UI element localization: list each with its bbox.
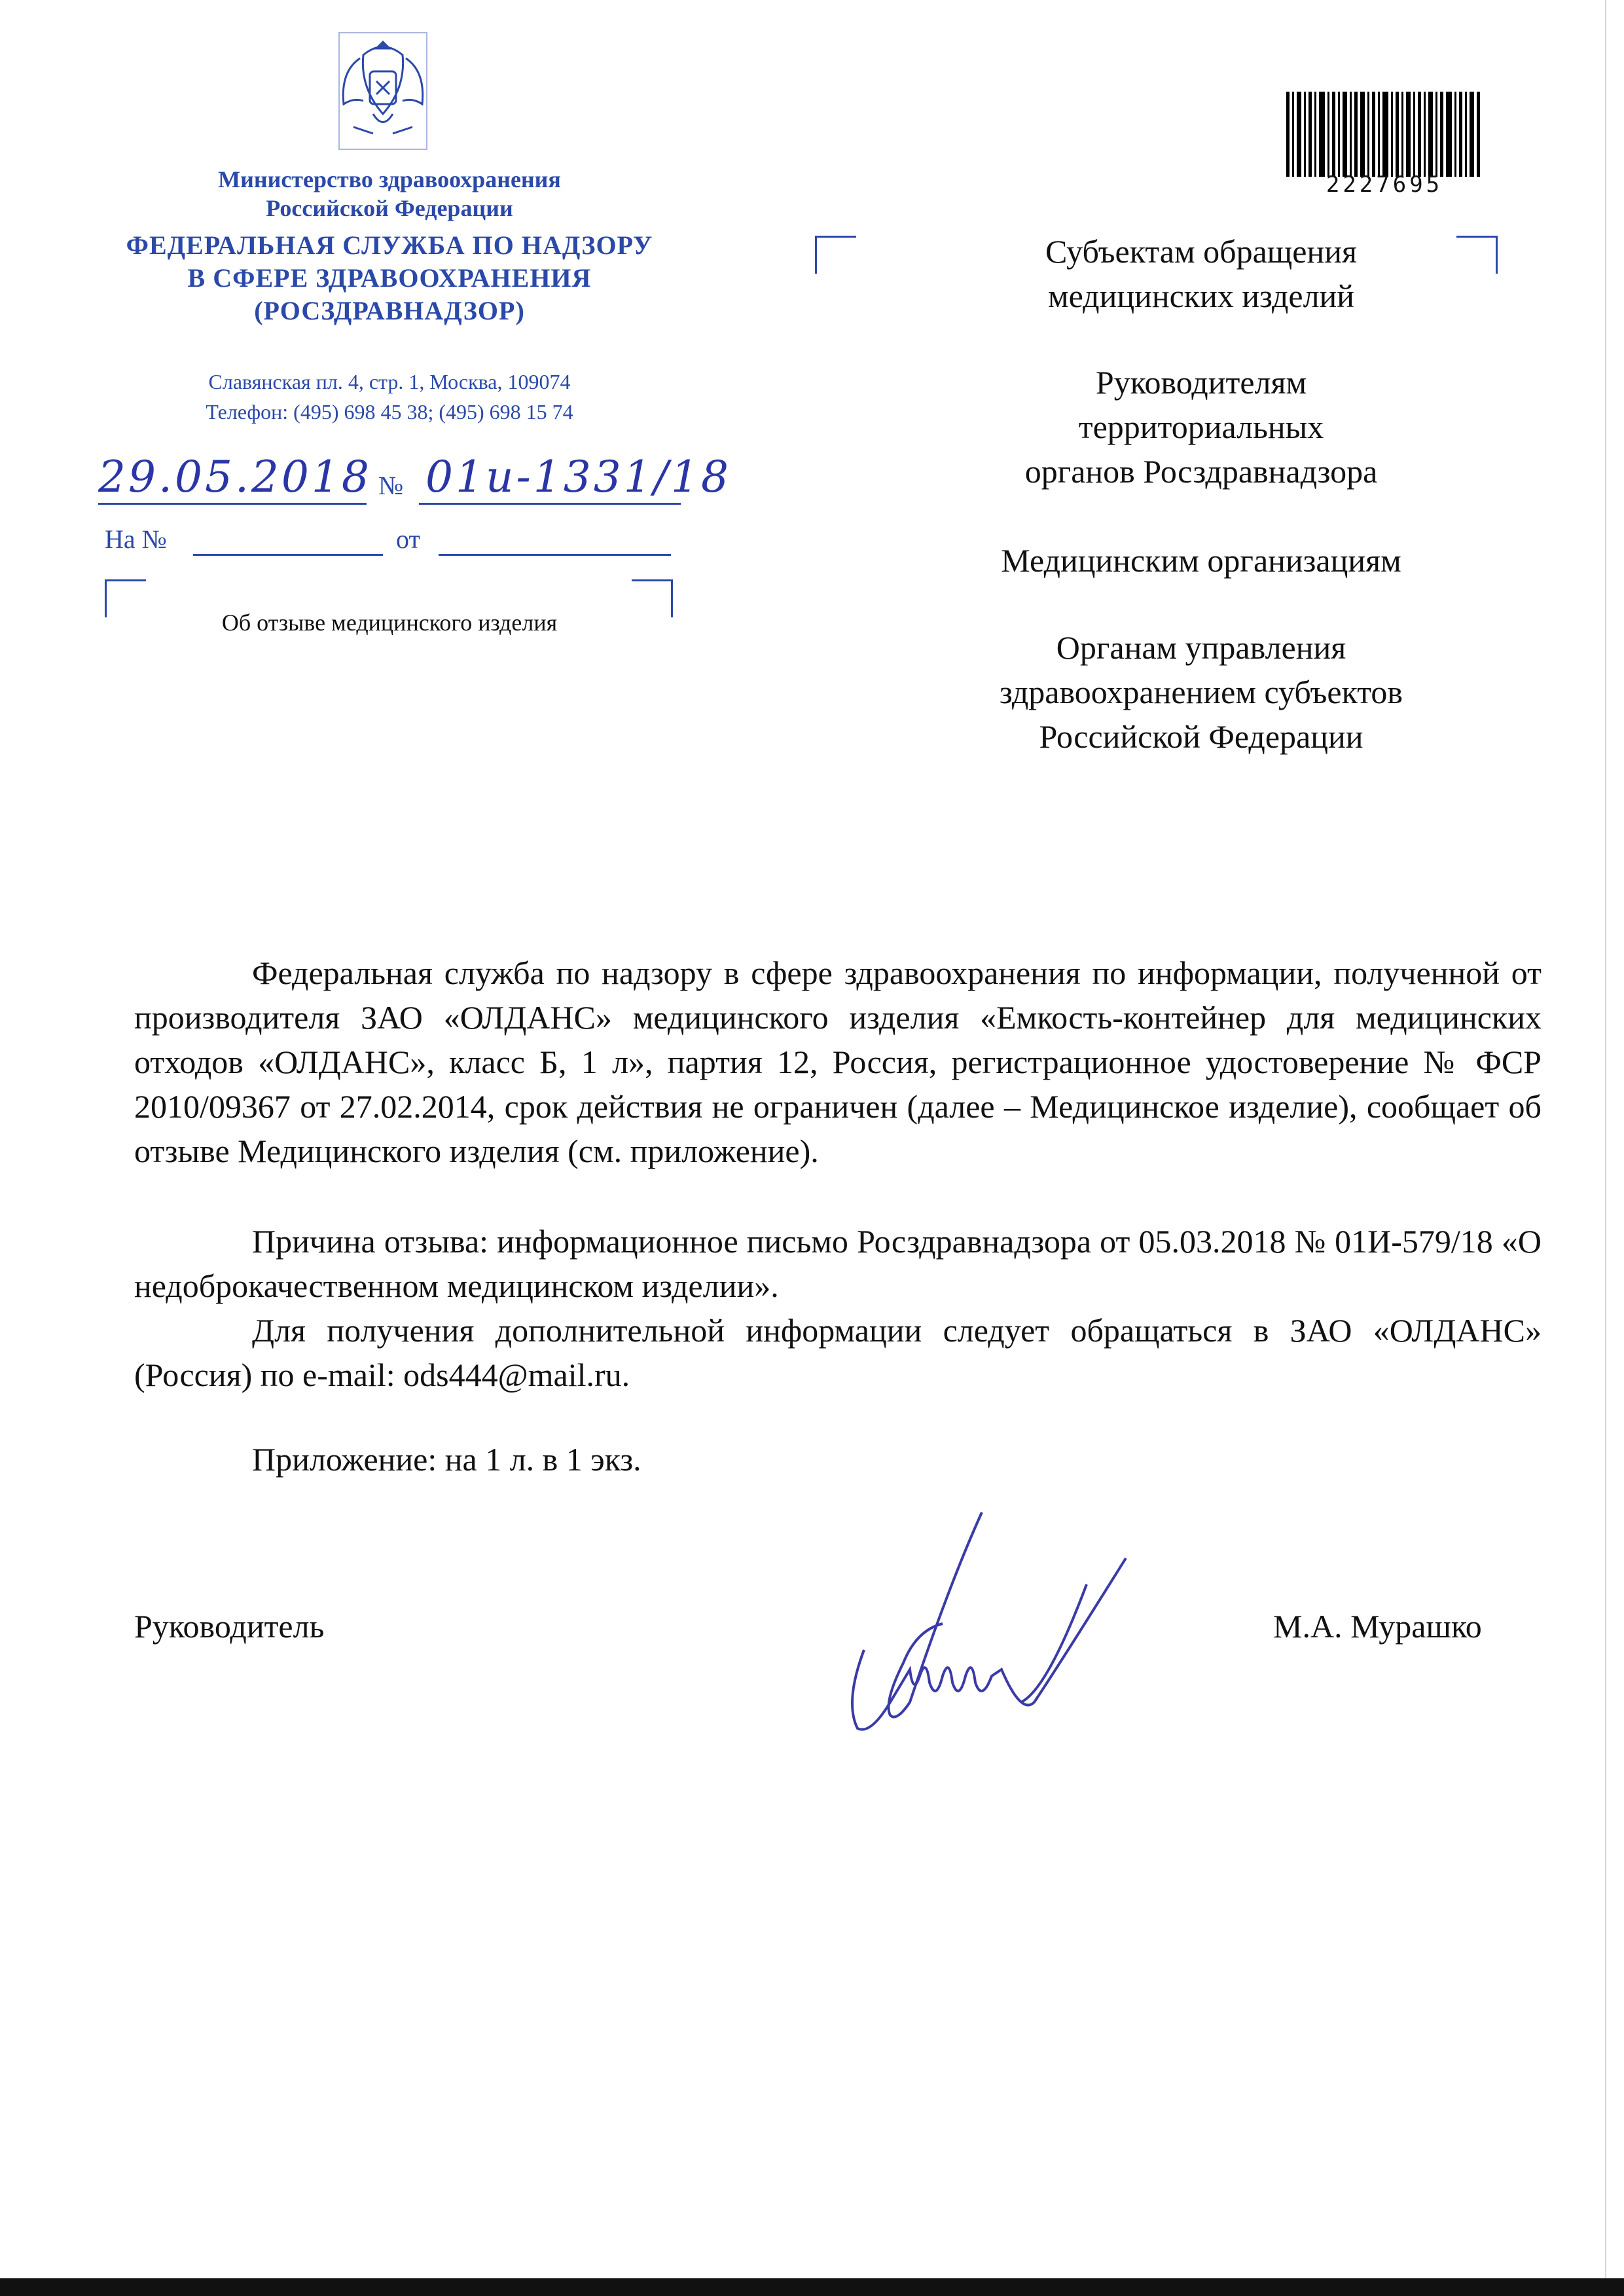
ministry-line: Министерство здравоохранения	[218, 166, 561, 192]
addressee-line: территориальных	[1078, 409, 1324, 445]
reference-number-label: На №	[105, 524, 167, 554]
letter-subject: Об отзыве медицинского изделия	[221, 610, 558, 636]
reference-number-line	[193, 554, 383, 556]
scan-border	[0, 2278, 1624, 2296]
service-name	[79, 229, 700, 327]
ministry-line: Российской Федерации	[266, 195, 513, 221]
addressee-block	[897, 538, 1506, 583]
reference-date-label: от	[396, 524, 420, 554]
service-line: ФЕДЕРАЛЬНАЯ СЛУЖБА ПО НАДЗОРУ	[126, 230, 653, 260]
date-underline	[98, 503, 367, 505]
body-paragraph	[134, 951, 1542, 1173]
address-line: Славянская пл. 4, стр. 1, Москва, 109074	[208, 370, 571, 393]
paragraph-text: Для получения дополнительной информации следует обращаться в ЗАО «ОЛДАНС» (Россия) по e-mail: ods444@mail.ru.	[134, 1312, 1542, 1393]
addressee-line: Руководителям	[1095, 364, 1307, 401]
service-address	[105, 367, 674, 427]
registration-date: 29.05.2018	[98, 452, 372, 502]
barcode-icon	[1286, 92, 1483, 177]
number-underline	[419, 503, 681, 505]
addressee-line: Субъектам обращения	[1045, 233, 1357, 270]
page-edge	[1605, 0, 1606, 2278]
addressee-bracket-left	[815, 236, 856, 274]
service-line: (РОСЗДРАВНАДЗОР)	[254, 296, 525, 325]
paragraph-text: Федеральная служба по надзору в сфере здравоохранения по информации, полученной от производителя ЗАО «ОЛДАНС» медицинского изделия «Емкость-контейнер для медицинских отходов «ОЛДАНС», класс Б, 1 л», партия 12, Россия, регистрационное удостоверение № ФСР 2010/09367 от 27.02.2014, срок действия не ограничен (далее – Медицинское изделие), сообщает об отзыве Медицинского изделия (см. приложение).	[134, 955, 1542, 1169]
ministry-name	[105, 165, 674, 223]
number-label: №	[378, 471, 404, 500]
paragraph-text: Причина отзыва: информационное письмо Росздравнадзора от 05.03.2018 № 01И-579/18 «О недоброкачественном медицинском изделии».	[134, 1223, 1542, 1304]
annex-note: Приложение: на 1 л. в 1 экз.	[252, 1441, 641, 1478]
reference-date-line	[439, 554, 671, 556]
addressee-line: здравоохранением субъектов	[999, 674, 1403, 710]
addressee-block	[897, 229, 1506, 318]
addressee-line: Медицинским организациям	[1001, 542, 1401, 579]
body-paragraph	[134, 1219, 1542, 1308]
barcode-number: 2227695	[1326, 172, 1443, 198]
handwritten-signature	[785, 1506, 1152, 1741]
signatory-name: М.А. Мурашко	[1273, 1608, 1482, 1645]
addressee-line: органов Росздравнадзора	[1024, 453, 1378, 490]
addressee-block	[897, 360, 1506, 494]
addressee-line: Российской Федерации	[1039, 718, 1363, 755]
addressee-line: медицинских изделий	[1047, 278, 1355, 314]
signatory-role: Руководитель	[134, 1608, 325, 1645]
registration-number: 01и-1331/18	[425, 452, 731, 502]
addressee-block	[897, 625, 1506, 759]
service-line: В СФЕРЕ ЗДРАВООХРАНЕНИЯ	[187, 263, 592, 293]
body-paragraph	[134, 1308, 1542, 1397]
phone-line: Телефон: (495) 698 45 38; (495) 698 15 74	[206, 400, 573, 424]
addressee-line: Органам управления	[1056, 629, 1346, 666]
coat-of-arms-icon	[334, 29, 432, 153]
